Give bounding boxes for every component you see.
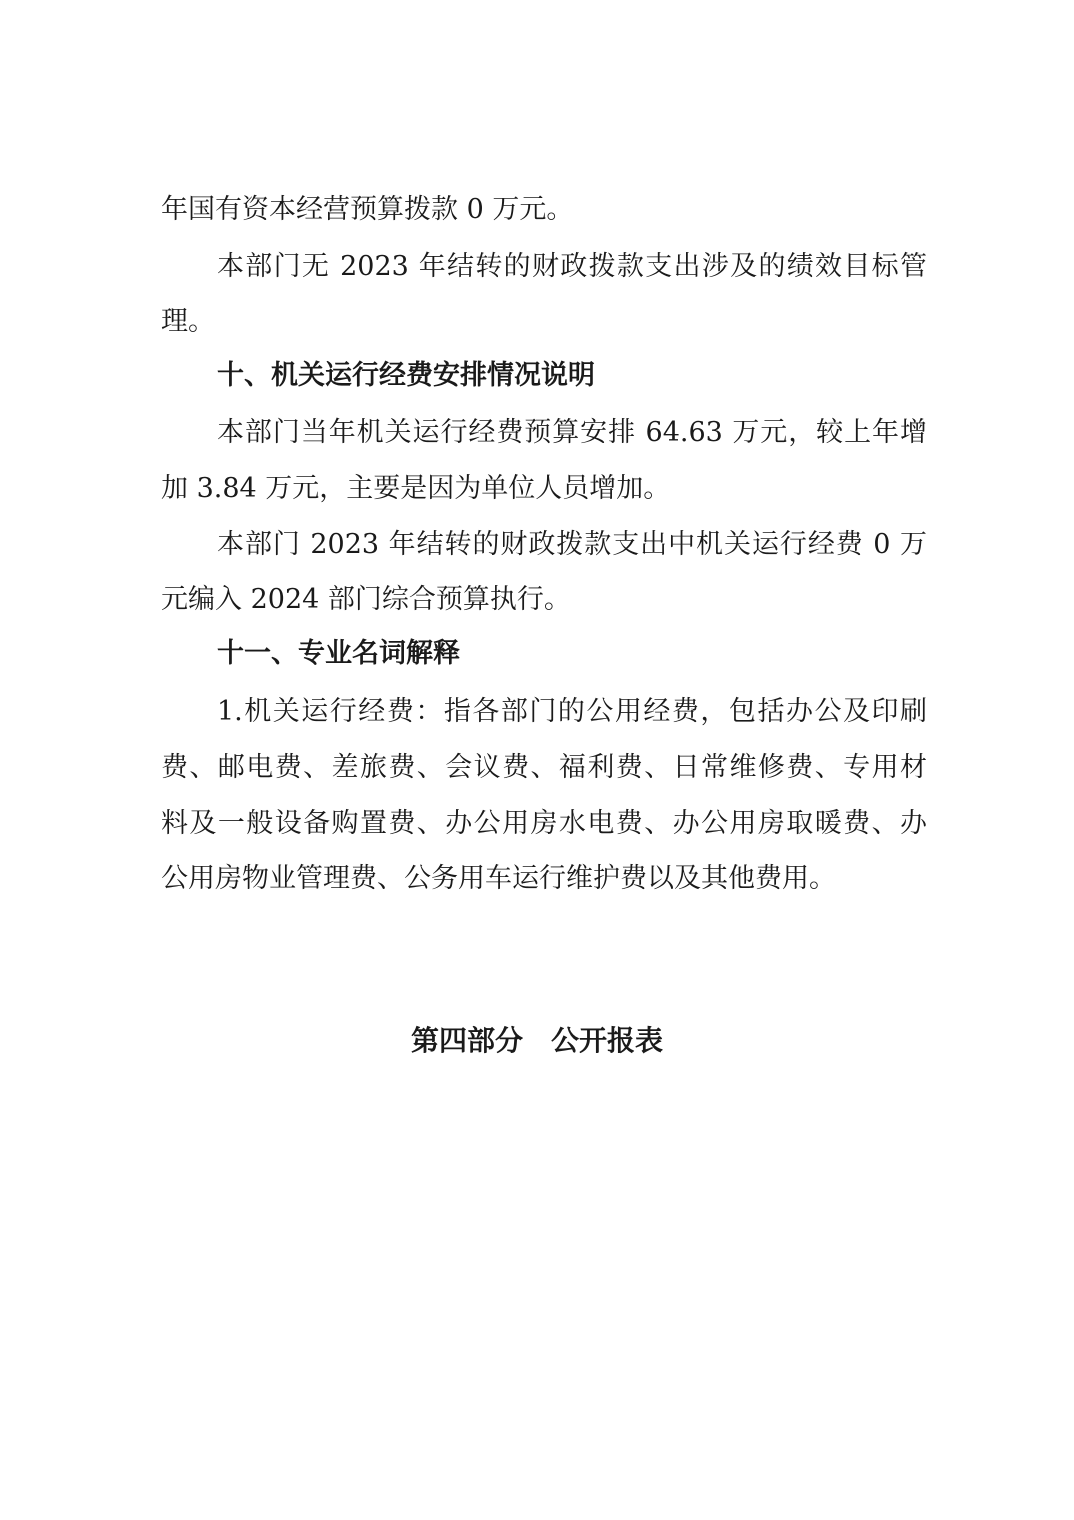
section-11-definition-line-3: 料及一般设备购置费、办公用房水电费、办公用房取暖费、办: [161, 808, 927, 839]
section-11-definition-line-2: 费、邮电费、差旅费、会议费、福利费、日常维修费、专用材: [161, 752, 927, 783]
section-11-heading: 十一、专业名词解释: [217, 638, 460, 669]
section-11-definition-line-4: 公用房物业管理费、公务用车运行维护费以及其他费用。: [161, 863, 836, 894]
section-10-paragraph-2-line-2: 元编入 2024 部门综合预算执行。: [161, 584, 571, 615]
paragraph-performance-line-1: 本部门无 2023 年结转的财政拨款支出涉及的绩效目标管: [217, 251, 927, 282]
part-four-title: 第四部分 公开报表: [410, 1024, 663, 1057]
section-11-definition-line-1: 1.机关运行经费：指各部门的公用经费，包括办公及印刷: [217, 696, 927, 727]
section-10-heading: 十、机关运行经费安排情况说明: [217, 360, 595, 391]
section-10-paragraph-2-line-1: 本部门 2023 年结转的财政拨款支出中机关运行经费 0 万: [217, 529, 927, 560]
section-10-paragraph-1-line-1: 本部门当年机关运行经费预算安排 64.63 万元，较上年增: [217, 417, 927, 448]
section-10-paragraph-1-line-2: 加 3.84 万元，主要是因为单位人员增加。: [161, 473, 671, 504]
paragraph-performance-line-2: 理。: [161, 306, 215, 337]
paragraph-continuation: 年国有资本经营预算拨款 0 万元。: [161, 194, 574, 225]
